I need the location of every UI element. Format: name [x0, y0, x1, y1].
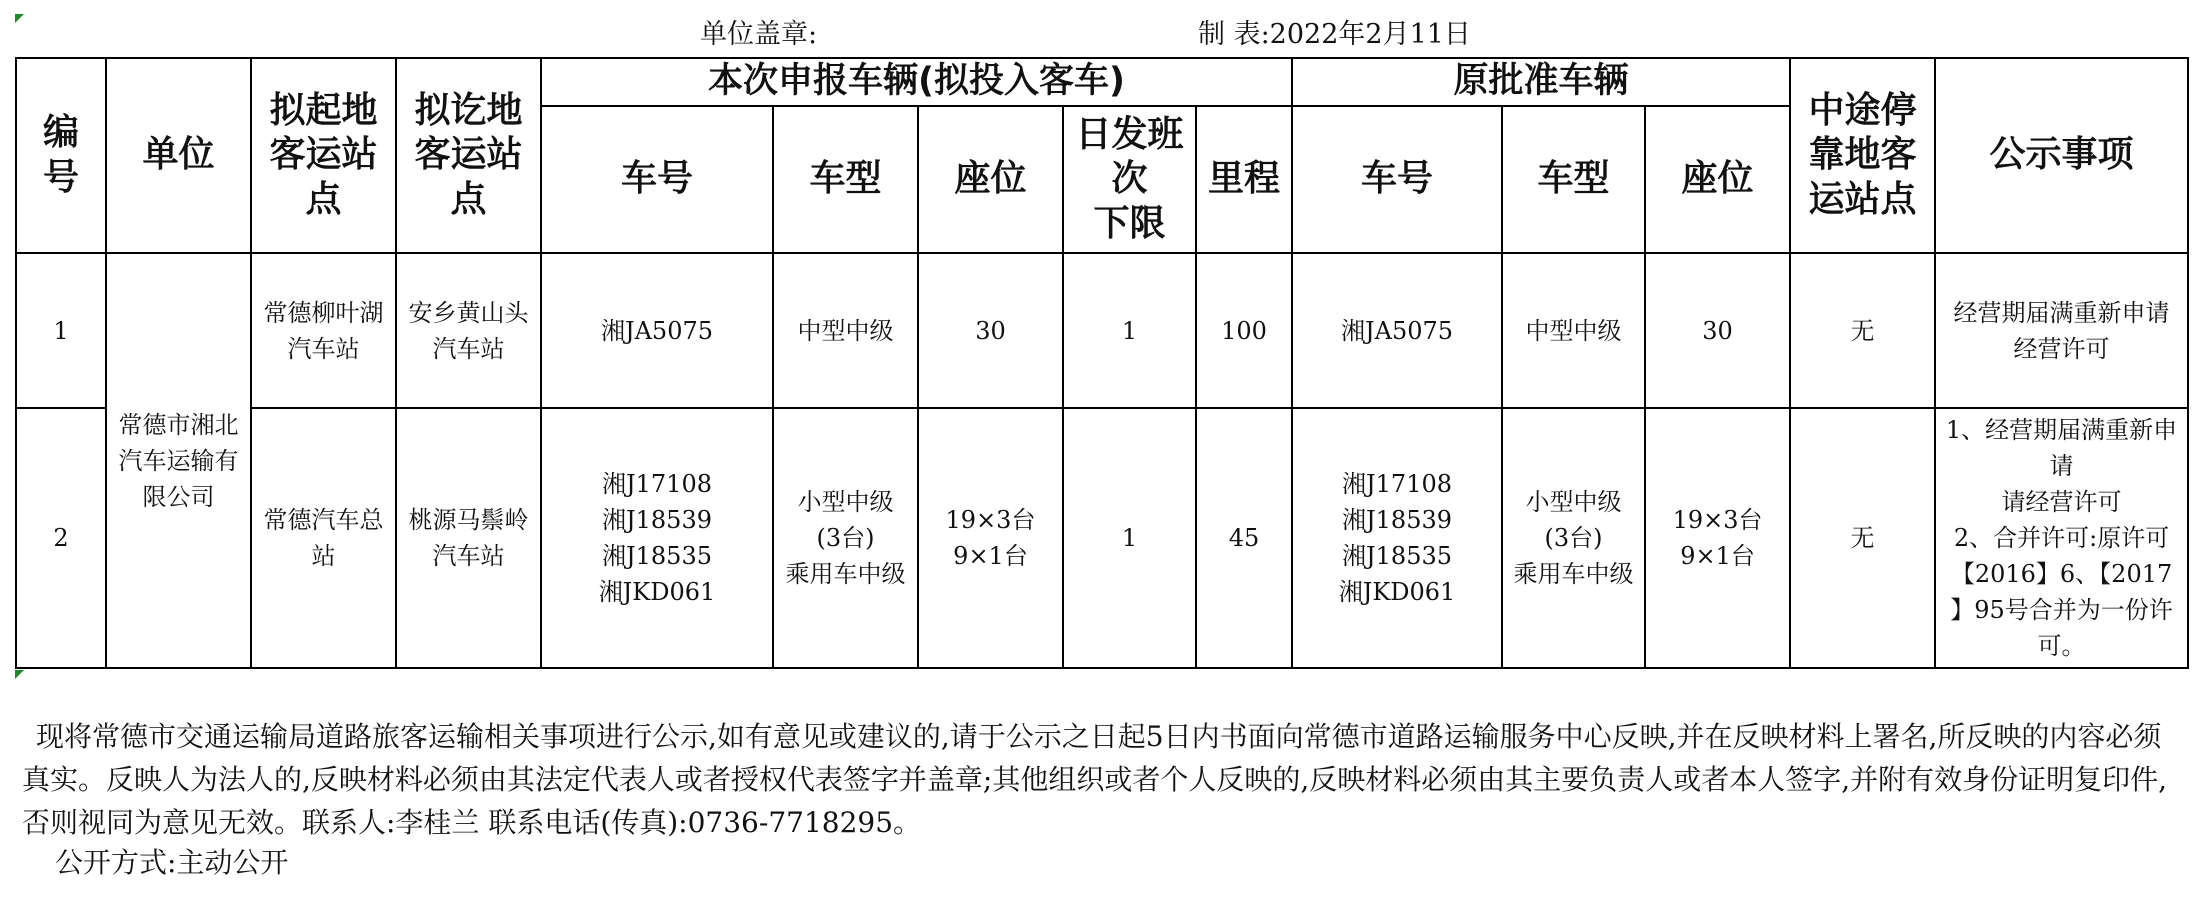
col-daily-min-header: 日发班 次 下限 — [1063, 106, 1196, 253]
notice-text: 现将常德市交通运输局道路旅客运输相关事项进行公示,如有意见或建议的,请于公示之日起5日内书面向常德市道路运输服务中心反映,并在反映材料上署名,所反映的内容必须真实。反映人为法人的,反映材料必须由其法定代表人或者授权代表签字并盖章;其他组织或者个人反映的,反映材料必须由其主要负责人或者本人签字,并附有效身份证明复印件,否则视同为意见无效。联系人:李桂兰 联系电话(传真):0736-7718295。 — [22, 720, 2168, 839]
approved-vehicles-header: 原批准车辆 — [1292, 58, 1790, 106]
seal-label: 单位盖章: — [700, 19, 818, 50]
seats-cell: 19×3台 9×1台 — [918, 408, 1063, 668]
plate-cell: 湘J17108 湘J18539 湘J18535 湘JKD061 — [541, 408, 773, 668]
col-seats-header: 座位 — [918, 106, 1063, 253]
stops-cell: 无 — [1790, 408, 1935, 668]
matters-cell: 经营期届满重新申请 经营许可 — [1935, 253, 2188, 408]
cell-marker-top — [15, 14, 24, 23]
origin-cell: 常德汽车总 站 — [251, 408, 396, 668]
row-no: 1 — [16, 253, 106, 408]
cell-marker-bottom — [15, 670, 24, 679]
table-row — [16, 408, 2188, 668]
orig-plate-cell: 湘J17108 湘J18539 湘J18535 湘JKD061 — [1292, 408, 1502, 668]
orig-model-cell: 中型中级 — [1502, 253, 1645, 408]
origin-cell: 常德柳叶湖 汽车站 — [251, 253, 396, 408]
col-stops-header: 中途停 靠地客 运站点 — [1790, 58, 1935, 253]
col-company-header: 单位 — [106, 58, 251, 253]
mileage-cell: 45 — [1196, 408, 1292, 668]
notice-table — [15, 57, 2189, 669]
daily-min-cell: 1 — [1063, 253, 1196, 408]
col-origin-header: 拟起地 客运站 点 — [251, 58, 396, 253]
col-orig-plate-header: 车号 — [1292, 106, 1502, 253]
col-model-header: 车型 — [773, 106, 918, 253]
col-no-header: 编 号 — [16, 58, 106, 253]
header-row-groups — [16, 58, 2188, 106]
col-destination-header: 拟讫地 客运站 点 — [396, 58, 541, 253]
company-cell: 常德市湘北 汽车运输有 限公司 — [106, 253, 251, 668]
footer-notice — [22, 715, 2182, 844]
col-orig-model-header: 车型 — [1502, 106, 1645, 253]
orig-model-cell: 小型中级 (3台) 乘用车中级 — [1502, 408, 1645, 668]
col-mileage-header: 里程 — [1196, 106, 1292, 253]
disclosure-mode: 公开方式:主动公开 — [55, 846, 289, 879]
col-matters-header: 公示事项 — [1935, 58, 2188, 253]
mileage-cell: 100 — [1196, 253, 1292, 408]
stops-cell: 无 — [1790, 253, 1935, 408]
model-cell: 中型中级 — [773, 253, 918, 408]
row-no: 2 — [16, 408, 106, 668]
col-plate-header: 车号 — [541, 106, 773, 253]
matters-cell: 1、经营期届满重新申请 请经营许可 2、合并许可:原许可 【2016】6、【2017 】95号合并为一份许 可。 — [1935, 408, 2188, 668]
destination-cell: 桃源马鬃岭 汽车站 — [396, 408, 541, 668]
orig-seats-cell: 30 — [1645, 253, 1790, 408]
orig-seats-cell: 19×3台 9×1台 — [1645, 408, 1790, 668]
col-orig-seats-header: 座位 — [1645, 106, 1790, 253]
daily-min-cell: 1 — [1063, 408, 1196, 668]
table-row — [16, 253, 2188, 408]
destination-cell: 安乡黄山头 汽车站 — [396, 253, 541, 408]
applied-vehicles-header: 本次申报车辆(拟投入客车) — [541, 58, 1292, 106]
seats-cell: 30 — [918, 253, 1063, 408]
plate-cell: 湘JA5075 — [541, 253, 773, 408]
orig-plate-cell: 湘JA5075 — [1292, 253, 1502, 408]
date-label: 制 表:2022年2月11日 — [1198, 19, 1471, 50]
model-cell: 小型中级 (3台) 乘用车中级 — [773, 408, 918, 668]
